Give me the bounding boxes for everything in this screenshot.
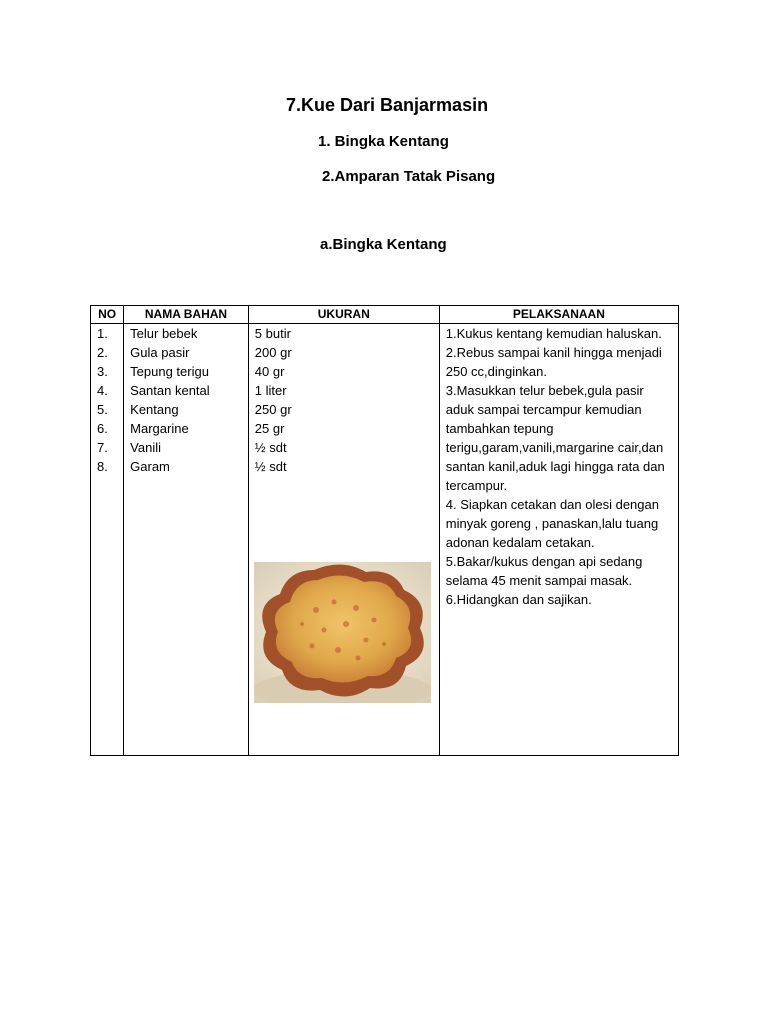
ingredient-name: Gula pasir: [130, 345, 190, 360]
ingredient-name: Vanili: [130, 440, 161, 455]
ingredient-size: 1 liter: [254, 383, 287, 398]
row-number: 4.: [97, 383, 108, 398]
ingredient-size: ½ sdt: [254, 459, 287, 474]
method-step: 5.Bakar/kukus dengan api sedang selama 45 menit sampai masak.: [445, 554, 643, 588]
row-number: 5.: [97, 402, 108, 417]
column-header-pelaksanaan: PELAKSANAAN: [439, 306, 678, 324]
section-title: a.Bingka Kentang: [320, 236, 447, 253]
column-header-no: NO: [91, 306, 124, 324]
row-number: 7.: [97, 440, 108, 455]
column-header-nama-bahan: NAMA BAHAN: [124, 306, 249, 324]
ingredient-size: 40 gr: [254, 364, 285, 379]
row-number: 2.: [97, 345, 108, 360]
method-step: 6.Hidangkan dan sajikan.: [445, 592, 592, 607]
ingredient-name: Garam: [130, 459, 170, 474]
numbers-cell: [91, 324, 124, 756]
method-step: 4. Siapkan cetakan dan olesi dengan minyak goreng , panaskan,lalu tuang adonan kedalam cetakan.: [445, 497, 659, 550]
recipe-list-item-2: 2.Amparan Tatak Pisang: [322, 168, 496, 185]
ingredients-cell: [124, 324, 249, 756]
cake-top: [275, 575, 411, 682]
method-step: 1.Kukus kentang kemudian haluskan.: [445, 326, 662, 341]
recipe-list-item-1: 1. Bingka Kentang: [318, 133, 449, 150]
ingredient-name: Margarine: [130, 421, 189, 436]
method-cell: [439, 324, 678, 756]
ingredient-size: 250 gr: [254, 402, 292, 417]
document-title: 7.Kue Dari Banjarmasin: [286, 95, 489, 115]
ingredient-name: Kentang: [130, 402, 179, 417]
ingredient-size: ½ sdt: [254, 440, 287, 455]
cake-illustration: [254, 562, 431, 703]
ingredient-size: 25 gr: [254, 421, 285, 436]
row-number: 6.: [97, 421, 108, 436]
ingredient-name: Santan kental: [130, 383, 210, 398]
row-number: 8.: [97, 459, 108, 474]
table-header-row: [91, 306, 679, 324]
bingka-cake-photo: [254, 562, 431, 703]
ingredient-size: 5 butir: [254, 326, 291, 341]
method-step: 2.Rebus sampai kanil hingga menjadi 250 cc,dinginkan.: [445, 345, 662, 379]
column-header-ukuran: UKURAN: [248, 306, 439, 324]
method-step: 3.Masukkan telur bebek,gula pasir aduk sampai tercampur kemudian tambahkan tepung terigu,garam,vanili,margarine cair,dan santan kanil,aduk lagi hingga rata dan tercampur.: [445, 383, 665, 493]
ingredient-size: 200 gr: [254, 345, 292, 360]
ingredient-name: Tepung terigu: [130, 364, 209, 379]
ingredient-name: Telur bebek: [130, 326, 198, 341]
row-number: 3.: [97, 364, 108, 379]
row-number: 1.: [97, 326, 108, 341]
